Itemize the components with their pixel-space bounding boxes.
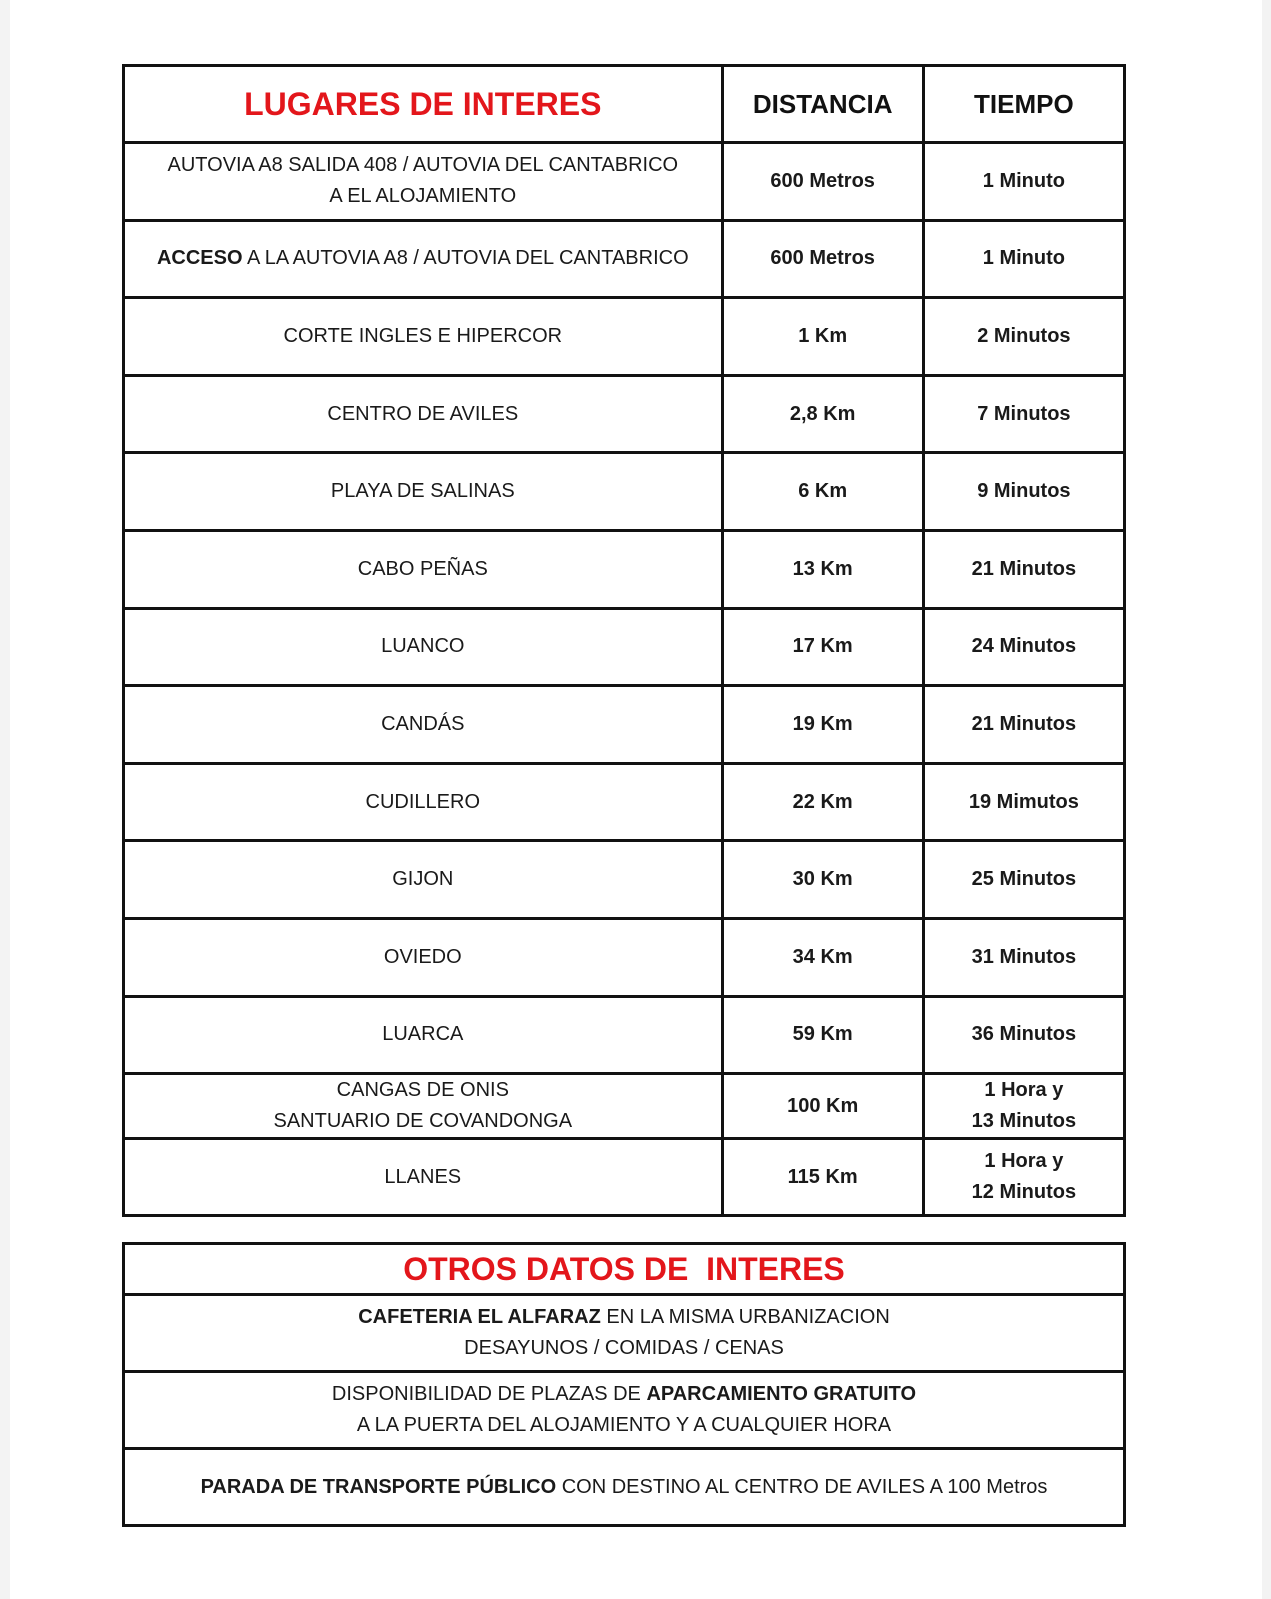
places-of-interest-table — [122, 64, 1126, 1217]
cafeteria-info: CAFETERIA EL ALFARAZ EN LA MISMA URBANIZACION DESAYUNOS / COMIDAS / CENAS — [124, 1295, 1125, 1372]
header-distance: DISTANCIA — [722, 66, 923, 143]
distance-cell: 100 Km — [722, 1074, 923, 1139]
time-cell: 1 Minuto — [923, 220, 1124, 298]
time-cell: 7 Minutos — [923, 375, 1124, 453]
table-row — [124, 453, 1125, 531]
table-row — [124, 1074, 1125, 1139]
distance-cell: 115 Km — [722, 1139, 923, 1216]
distance-cell: 59 Km — [722, 996, 923, 1074]
place-cell: CORTE INGLES E HIPERCOR — [124, 298, 723, 376]
distance-cell: 17 Km — [722, 608, 923, 686]
parking-info: DISPONIBILIDAD DE PLAZAS DE APARCAMIENTO GRATUITO A LA PUERTA DEL ALOJAMIENTO Y A CUALQUIER HORA — [124, 1372, 1125, 1449]
table-row — [124, 918, 1125, 996]
time-cell: 9 Minutos — [923, 453, 1124, 531]
table-row — [124, 996, 1125, 1074]
time-cell: 25 Minutos — [923, 841, 1124, 919]
header-places: LUGARES DE INTERES — [124, 66, 723, 143]
place-cell: CABO PEÑAS — [124, 530, 723, 608]
table-row — [124, 375, 1125, 453]
table-row — [124, 841, 1125, 919]
table-row — [124, 1139, 1125, 1216]
other-data-title-row — [124, 1244, 1125, 1295]
table-row — [124, 298, 1125, 376]
place-cell: LUANCO — [124, 608, 723, 686]
table-row — [124, 530, 1125, 608]
table-row — [124, 686, 1125, 764]
place-cell: CANGAS DE ONIS SANTUARIO DE COVANDONGA — [124, 1074, 723, 1139]
table-header-row — [124, 66, 1125, 143]
distance-cell: 30 Km — [722, 841, 923, 919]
transport-info: PARADA DE TRANSPORTE PÚBLICO CON DESTINO AL CENTRO DE AVILES A 100 Metros — [124, 1449, 1125, 1526]
distance-cell: 600 Metros — [722, 220, 923, 298]
other-data-title: OTROS DATOS DE INTERES — [124, 1244, 1125, 1295]
place-cell: CUDILLERO — [124, 763, 723, 841]
time-cell: 2 Minutos — [923, 298, 1124, 376]
time-cell: 21 Minutos — [923, 686, 1124, 764]
table-row — [124, 220, 1125, 298]
distance-cell: 13 Km — [722, 530, 923, 608]
distance-cell: 22 Km — [722, 763, 923, 841]
time-cell: 21 Minutos — [923, 530, 1124, 608]
distance-cell: 34 Km — [722, 918, 923, 996]
header-time: TIEMPO — [923, 66, 1124, 143]
distance-cell: 6 Km — [722, 453, 923, 531]
time-cell: 31 Minutos — [923, 918, 1124, 996]
time-cell: 1 Hora y 12 Minutos — [923, 1139, 1124, 1216]
other-data-row — [124, 1372, 1125, 1449]
table-row — [124, 608, 1125, 686]
time-cell: 1 Hora y 13 Minutos — [923, 1074, 1124, 1139]
other-data-row — [124, 1295, 1125, 1372]
place-cell: AUTOVIA A8 SALIDA 408 / AUTOVIA DEL CANTABRICO A EL ALOJAMIENTO — [124, 143, 723, 221]
place-cell: LLANES — [124, 1139, 723, 1216]
place-cell: ACCESO A LA AUTOVIA A8 / AUTOVIA DEL CANTABRICO — [124, 220, 723, 298]
table-row — [124, 763, 1125, 841]
time-cell: 19 Mimutos — [923, 763, 1124, 841]
place-cell: OVIEDO — [124, 918, 723, 996]
distance-cell: 600 Metros — [722, 143, 923, 221]
place-cell: CENTRO DE AVILES — [124, 375, 723, 453]
place-cell: LUARCA — [124, 996, 723, 1074]
other-data-table — [122, 1242, 1126, 1527]
table-row — [124, 143, 1125, 221]
place-cell: GIJON — [124, 841, 723, 919]
distance-cell: 1 Km — [722, 298, 923, 376]
distance-cell: 19 Km — [722, 686, 923, 764]
time-cell: 36 Minutos — [923, 996, 1124, 1074]
time-cell: 24 Minutos — [923, 608, 1124, 686]
other-data-row — [124, 1449, 1125, 1526]
time-cell: 1 Minuto — [923, 143, 1124, 221]
place-cell: CANDÁS — [124, 686, 723, 764]
distance-cell: 2,8 Km — [722, 375, 923, 453]
place-cell: PLAYA DE SALINAS — [124, 453, 723, 531]
